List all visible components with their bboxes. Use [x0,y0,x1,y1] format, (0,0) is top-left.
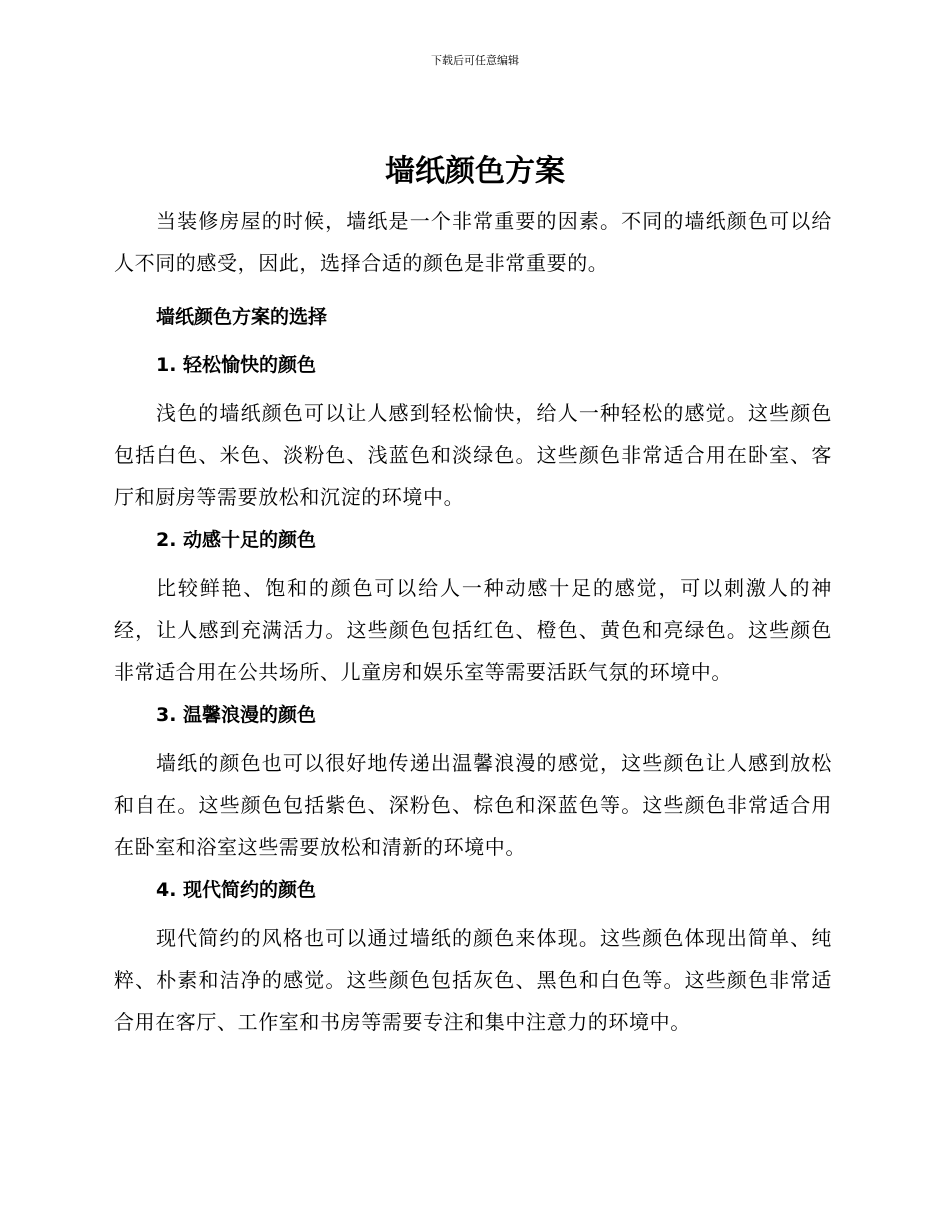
subsection-heading-2: 2. 动感十足的颜色 [156,529,317,551]
subsection-paragraph-2: 比较鲜艳、饱和的颜色可以给人一种动感十足的感觉，可以刺激人的神经，让人感到充满活力。这些颜色包括红色、橙色、黄色和亮绿色。这些颜色非常适合用在公共场所、儿童房和娱乐室等需要活跃气氛的环境中。 [114,576,832,684]
subsection-paragraph-4: 现代简约的风格也可以通过墙纸的颜色来体现。这些颜色体现出简单、纯粹、朴素和洁净的感觉。这些颜色包括灰色、黑色和白色等。这些颜色非常适合用在客厅、工作室和书房等需要专注和集中注意力的环境中。 [114,926,832,1034]
document-title: 墙纸颜色方案 [385,154,565,189]
subsection-heading-3: 3. 温馨浪漫的颜色 [156,704,317,726]
subsection-heading-1: 1. 轻松愉快的颜色 [156,354,317,376]
document-body [114,200,832,1043]
subsection-paragraph-1: 浅色的墙纸颜色可以让人感到轻松愉快，给人一种轻松的感觉。这些颜色包括白色、米色、淡粉色、浅蓝色和淡绿色。这些颜色非常适合用在卧室、客厅和厨房等需要放松和沉淀的环境中。 [114,401,832,509]
section-heading: 墙纸颜色方案的选择 [156,306,328,328]
page-header: 下载后可任意编辑 [431,54,519,67]
subsection-paragraph-3: 墙纸的颜色也可以很好地传递出温馨浪漫的感觉，这些颜色让人感到放松和自在。这些颜色包括紫色、深粉色、棕色和深蓝色等。这些颜色非常适合用在卧室和浴室这些需要放松和清新的环境中。 [114,751,832,859]
subsection-heading-4: 4. 现代简约的颜色 [156,879,317,901]
intro-paragraph: 当装修房屋的时候，墙纸是一个非常重要的因素。不同的墙纸颜色可以给人不同的感受，因此，选择合适的颜色是非常重要的。 [114,209,832,275]
